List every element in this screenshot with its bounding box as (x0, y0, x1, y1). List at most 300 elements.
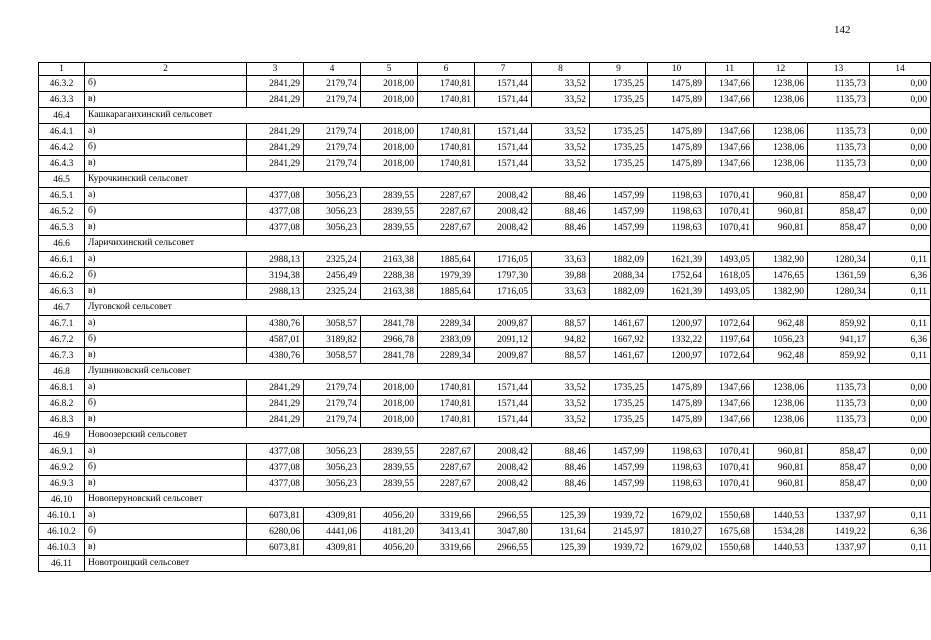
column-number-cell: 14 (870, 63, 931, 76)
value-cell: 858,47 (808, 220, 870, 236)
row-code-cell: 46.4.3 (39, 156, 85, 172)
value-cell: 1457,99 (590, 460, 648, 476)
value-cell: 2289,34 (418, 348, 475, 364)
value-cell: 88,46 (532, 460, 590, 476)
value-cell: 3194,38 (247, 268, 304, 284)
value-cell: 2988,13 (247, 284, 304, 300)
value-cell: 3056,23 (304, 220, 361, 236)
table-row (39, 268, 931, 284)
section-row (39, 236, 931, 252)
row-code-cell: 46.3.2 (39, 76, 85, 92)
row-code-cell: 46.3.3 (39, 92, 85, 108)
value-cell: 1550,68 (706, 508, 754, 524)
value-cell: 2287,67 (418, 220, 475, 236)
value-cell: 2966,55 (475, 508, 532, 524)
value-cell: 1735,25 (590, 76, 648, 92)
section-code-cell: 46.5 (39, 172, 85, 188)
value-cell: 2179,74 (304, 412, 361, 428)
value-cell: 2841,29 (247, 412, 304, 428)
value-cell: 960,81 (754, 204, 808, 220)
row-code-cell: 46.6.3 (39, 284, 85, 300)
row-subitem-cell: а) (85, 508, 247, 524)
value-cell: 2841,29 (247, 76, 304, 92)
value-cell: 6,36 (870, 524, 931, 540)
value-cell: 2841,29 (247, 124, 304, 140)
section-code-cell: 46.9 (39, 428, 85, 444)
value-cell: 3319,66 (418, 508, 475, 524)
value-cell: 1347,66 (706, 92, 754, 108)
value-cell: 2456,49 (304, 268, 361, 284)
value-cell: 3058,57 (304, 348, 361, 364)
value-cell: 1070,41 (706, 444, 754, 460)
section-title-cell: Ларичихинский сельсовет (85, 236, 931, 252)
row-code-cell: 46.5.3 (39, 220, 85, 236)
table-row (39, 204, 931, 220)
value-cell: 1198,63 (648, 460, 706, 476)
value-cell: 960,81 (754, 460, 808, 476)
row-code-cell: 46.10.1 (39, 508, 85, 524)
column-number-cell: 8 (532, 63, 590, 76)
value-cell: 0,11 (870, 316, 931, 332)
value-cell: 1939,72 (590, 540, 648, 556)
value-cell: 6,36 (870, 332, 931, 348)
row-code-cell: 46.4.2 (39, 140, 85, 156)
column-number-cell: 10 (648, 63, 706, 76)
value-cell: 0,11 (870, 508, 931, 524)
table-row (39, 76, 931, 92)
value-cell: 1571,44 (475, 76, 532, 92)
row-subitem-cell: в) (85, 540, 247, 556)
value-cell: 1238,06 (754, 156, 808, 172)
value-cell: 1457,99 (590, 476, 648, 492)
table-row (39, 476, 931, 492)
value-cell: 1337,97 (808, 508, 870, 524)
value-cell: 94,82 (532, 332, 590, 348)
column-number-header-row (39, 63, 931, 76)
value-cell: 1475,89 (648, 140, 706, 156)
value-cell: 4309,81 (304, 540, 361, 556)
row-subitem-cell: б) (85, 140, 247, 156)
value-cell: 1135,73 (808, 380, 870, 396)
value-cell: 1056,23 (754, 332, 808, 348)
value-cell: 4587,01 (247, 332, 304, 348)
value-cell: 2966,78 (361, 332, 418, 348)
value-cell: 1238,06 (754, 76, 808, 92)
value-cell: 1347,66 (706, 156, 754, 172)
row-code-cell: 46.4.1 (39, 124, 85, 140)
value-cell: 0,00 (870, 92, 931, 108)
value-cell: 1735,25 (590, 412, 648, 428)
value-cell: 0,00 (870, 412, 931, 428)
section-code-cell: 46.8 (39, 364, 85, 380)
value-cell: 1440,53 (754, 540, 808, 556)
value-cell: 1072,64 (706, 348, 754, 364)
value-cell: 1072,64 (706, 316, 754, 332)
table-row (39, 444, 931, 460)
value-cell: 88,46 (532, 476, 590, 492)
value-cell: 3047,80 (475, 524, 532, 540)
value-cell: 1461,67 (590, 316, 648, 332)
value-cell: 2988,13 (247, 252, 304, 268)
section-row (39, 300, 931, 316)
column-number-cell: 6 (418, 63, 475, 76)
value-cell: 1070,41 (706, 220, 754, 236)
section-row (39, 428, 931, 444)
value-cell: 88,46 (532, 220, 590, 236)
value-cell: 1347,66 (706, 396, 754, 412)
value-cell: 1979,39 (418, 268, 475, 284)
value-cell: 1238,06 (754, 92, 808, 108)
value-cell: 2287,67 (418, 476, 475, 492)
value-cell: 2008,42 (475, 460, 532, 476)
value-cell: 2325,24 (304, 252, 361, 268)
row-subitem-cell: б) (85, 268, 247, 284)
row-subitem-cell: в) (85, 92, 247, 108)
value-cell: 858,47 (808, 444, 870, 460)
value-cell: 1571,44 (475, 412, 532, 428)
value-cell: 2009,87 (475, 348, 532, 364)
value-cell: 2179,74 (304, 92, 361, 108)
value-cell: 1493,05 (706, 252, 754, 268)
value-cell: 33,52 (532, 412, 590, 428)
value-cell: 1475,89 (648, 412, 706, 428)
value-cell: 1740,81 (418, 396, 475, 412)
row-code-cell: 46.7.3 (39, 348, 85, 364)
value-cell: 33,52 (532, 124, 590, 140)
table-row (39, 252, 931, 268)
value-cell: 2008,42 (475, 476, 532, 492)
value-cell: 1740,81 (418, 412, 475, 428)
value-cell: 4377,08 (247, 188, 304, 204)
value-cell: 4056,20 (361, 540, 418, 556)
value-cell: 1882,09 (590, 284, 648, 300)
value-cell: 2287,67 (418, 460, 475, 476)
value-cell: 1885,64 (418, 284, 475, 300)
value-cell: 2145,97 (590, 524, 648, 540)
value-cell: 1735,25 (590, 380, 648, 396)
value-cell: 1197,64 (706, 332, 754, 348)
value-cell: 1735,25 (590, 156, 648, 172)
value-cell: 125,39 (532, 508, 590, 524)
column-number-cell: 4 (304, 63, 361, 76)
value-cell: 0,11 (870, 348, 931, 364)
row-subitem-cell: а) (85, 252, 247, 268)
value-cell: 1667,92 (590, 332, 648, 348)
value-cell: 1361,59 (808, 268, 870, 284)
row-subitem-cell: в) (85, 220, 247, 236)
value-cell: 1939,72 (590, 508, 648, 524)
value-cell: 1534,28 (754, 524, 808, 540)
value-cell: 3056,23 (304, 444, 361, 460)
row-code-cell: 46.5.2 (39, 204, 85, 220)
value-cell: 2018,00 (361, 380, 418, 396)
value-cell: 1797,30 (475, 268, 532, 284)
section-title-cell: Новоперуновский сельсовет (85, 492, 931, 508)
value-cell: 3056,23 (304, 204, 361, 220)
value-cell: 2287,67 (418, 444, 475, 460)
value-cell: 1280,34 (808, 284, 870, 300)
section-code-cell: 46.6 (39, 236, 85, 252)
value-cell: 1571,44 (475, 396, 532, 412)
section-title-cell: Новоозерский сельсовет (85, 428, 931, 444)
value-cell: 1238,06 (754, 140, 808, 156)
value-cell: 2018,00 (361, 412, 418, 428)
value-cell: 33,52 (532, 396, 590, 412)
value-cell: 125,39 (532, 540, 590, 556)
value-cell: 1238,06 (754, 396, 808, 412)
value-cell: 1332,22 (648, 332, 706, 348)
value-cell: 33,52 (532, 156, 590, 172)
value-cell: 2018,00 (361, 140, 418, 156)
column-number-cell: 5 (361, 63, 418, 76)
value-cell: 4377,08 (247, 444, 304, 460)
value-cell: 1675,68 (706, 524, 754, 540)
value-cell: 1740,81 (418, 380, 475, 396)
table-row (39, 156, 931, 172)
value-cell: 941,17 (808, 332, 870, 348)
table-row (39, 124, 931, 140)
value-cell: 1457,99 (590, 204, 648, 220)
column-number-cell: 9 (590, 63, 648, 76)
value-cell: 2841,78 (361, 348, 418, 364)
section-row (39, 108, 931, 124)
value-cell: 33,52 (532, 140, 590, 156)
value-cell: 33,63 (532, 252, 590, 268)
table-row (39, 220, 931, 236)
value-cell: 1347,66 (706, 140, 754, 156)
value-cell: 2018,00 (361, 156, 418, 172)
value-cell: 4441,06 (304, 524, 361, 540)
value-cell: 2287,67 (418, 188, 475, 204)
value-cell: 88,46 (532, 204, 590, 220)
value-cell: 33,52 (532, 380, 590, 396)
value-cell: 1198,63 (648, 220, 706, 236)
value-cell: 2008,42 (475, 204, 532, 220)
value-cell: 1238,06 (754, 412, 808, 428)
value-cell: 1475,89 (648, 396, 706, 412)
table-row (39, 460, 931, 476)
value-cell: 2179,74 (304, 76, 361, 92)
value-cell: 6280,06 (247, 524, 304, 540)
value-cell: 1679,02 (648, 540, 706, 556)
row-code-cell: 46.10.2 (39, 524, 85, 540)
value-cell: 2008,42 (475, 188, 532, 204)
value-cell: 1621,39 (648, 252, 706, 268)
value-cell: 4380,76 (247, 316, 304, 332)
value-cell: 0,11 (870, 540, 931, 556)
value-cell: 1475,89 (648, 380, 706, 396)
value-cell: 2008,42 (475, 220, 532, 236)
value-cell: 2009,87 (475, 316, 532, 332)
value-cell: 0,00 (870, 188, 931, 204)
value-cell: 960,81 (754, 476, 808, 492)
value-cell: 1238,06 (754, 380, 808, 396)
value-cell: 2841,29 (247, 380, 304, 396)
value-cell: 2839,55 (361, 204, 418, 220)
value-cell: 1679,02 (648, 508, 706, 524)
value-cell: 2839,55 (361, 476, 418, 492)
section-title-cell: Новотроицкий сельсовет (85, 556, 931, 572)
section-title-cell: Кашкарагаихинский сельсовет (85, 108, 931, 124)
value-cell: 1571,44 (475, 140, 532, 156)
value-cell: 2841,29 (247, 140, 304, 156)
table-row (39, 284, 931, 300)
value-cell: 1070,41 (706, 188, 754, 204)
value-cell: 2179,74 (304, 380, 361, 396)
value-cell: 1198,63 (648, 476, 706, 492)
value-cell: 1135,73 (808, 412, 870, 428)
value-cell: 1135,73 (808, 76, 870, 92)
value-cell: 1382,90 (754, 252, 808, 268)
table-body (39, 63, 931, 572)
row-subitem-cell: б) (85, 204, 247, 220)
value-cell: 0,00 (870, 380, 931, 396)
value-cell: 2383,09 (418, 332, 475, 348)
value-cell: 1571,44 (475, 92, 532, 108)
table-row (39, 540, 931, 556)
table-row (39, 524, 931, 540)
value-cell: 0,00 (870, 124, 931, 140)
value-cell: 858,47 (808, 204, 870, 220)
row-code-cell: 46.7.1 (39, 316, 85, 332)
value-cell: 0,00 (870, 396, 931, 412)
value-cell: 131,64 (532, 524, 590, 540)
section-title-cell: Лушниковский сельсовет (85, 364, 931, 380)
row-subitem-cell: в) (85, 156, 247, 172)
value-cell: 39,88 (532, 268, 590, 284)
table-row (39, 316, 931, 332)
value-cell: 2018,00 (361, 396, 418, 412)
value-cell: 1135,73 (808, 140, 870, 156)
row-subitem-cell: б) (85, 396, 247, 412)
value-cell: 88,57 (532, 316, 590, 332)
row-subitem-cell: б) (85, 524, 247, 540)
table-row (39, 140, 931, 156)
section-title-cell: Луговской сельсовет (85, 300, 931, 316)
row-subitem-cell: а) (85, 380, 247, 396)
value-cell: 1885,64 (418, 252, 475, 268)
value-cell: 2163,38 (361, 252, 418, 268)
value-cell: 1440,53 (754, 508, 808, 524)
value-cell: 858,47 (808, 188, 870, 204)
row-subitem-cell: а) (85, 444, 247, 460)
section-code-cell: 46.4 (39, 108, 85, 124)
row-code-cell: 46.7.2 (39, 332, 85, 348)
value-cell: 2841,78 (361, 316, 418, 332)
row-code-cell: 46.6.1 (39, 252, 85, 268)
value-cell: 2287,67 (418, 204, 475, 220)
section-row (39, 364, 931, 380)
column-number-cell: 11 (706, 63, 754, 76)
row-subitem-cell: в) (85, 284, 247, 300)
row-subitem-cell: а) (85, 188, 247, 204)
value-cell: 2966,55 (475, 540, 532, 556)
value-cell: 2841,29 (247, 156, 304, 172)
value-cell: 3058,57 (304, 316, 361, 332)
table-row (39, 380, 931, 396)
section-code-cell: 46.10 (39, 492, 85, 508)
column-number-cell: 2 (85, 63, 247, 76)
table-row (39, 508, 931, 524)
value-cell: 1475,89 (648, 76, 706, 92)
value-cell: 1070,41 (706, 204, 754, 220)
value-cell: 4377,08 (247, 220, 304, 236)
value-cell: 2839,55 (361, 460, 418, 476)
row-code-cell: 46.8.3 (39, 412, 85, 428)
value-cell: 1419,22 (808, 524, 870, 540)
value-cell: 1740,81 (418, 140, 475, 156)
value-cell: 1135,73 (808, 92, 870, 108)
value-cell: 1200,97 (648, 348, 706, 364)
row-code-cell: 46.6.2 (39, 268, 85, 284)
row-code-cell: 46.9.1 (39, 444, 85, 460)
value-cell: 3189,82 (304, 332, 361, 348)
value-cell: 1882,09 (590, 252, 648, 268)
value-cell: 1740,81 (418, 76, 475, 92)
value-cell: 1810,27 (648, 524, 706, 540)
row-subitem-cell: в) (85, 412, 247, 428)
value-cell: 6073,81 (247, 508, 304, 524)
row-subitem-cell: а) (85, 316, 247, 332)
section-row (39, 172, 931, 188)
value-cell: 1475,89 (648, 124, 706, 140)
section-row (39, 556, 931, 572)
value-cell: 0,11 (870, 284, 931, 300)
value-cell: 2179,74 (304, 124, 361, 140)
table-row (39, 92, 931, 108)
value-cell: 1135,73 (808, 156, 870, 172)
value-cell: 3413,41 (418, 524, 475, 540)
value-cell: 3319,66 (418, 540, 475, 556)
value-cell: 962,48 (754, 348, 808, 364)
value-cell: 3056,23 (304, 188, 361, 204)
value-cell: 1135,73 (808, 124, 870, 140)
value-cell: 4309,81 (304, 508, 361, 524)
column-number-cell: 3 (247, 63, 304, 76)
value-cell: 2839,55 (361, 220, 418, 236)
value-cell: 1475,89 (648, 92, 706, 108)
value-cell: 1716,05 (475, 252, 532, 268)
row-subitem-cell: в) (85, 476, 247, 492)
value-cell: 2839,55 (361, 444, 418, 460)
row-code-cell: 46.10.3 (39, 540, 85, 556)
table-row (39, 412, 931, 428)
value-cell: 1457,99 (590, 188, 648, 204)
value-cell: 4377,08 (247, 476, 304, 492)
value-cell: 1347,66 (706, 124, 754, 140)
value-cell: 2091,12 (475, 332, 532, 348)
value-cell: 1070,41 (706, 476, 754, 492)
value-cell: 1347,66 (706, 76, 754, 92)
value-cell: 1618,05 (706, 268, 754, 284)
value-cell: 3056,23 (304, 476, 361, 492)
row-code-cell: 46.8.1 (39, 380, 85, 396)
value-cell: 4056,20 (361, 508, 418, 524)
value-cell: 1752,64 (648, 268, 706, 284)
value-cell: 2163,38 (361, 284, 418, 300)
table-row (39, 396, 931, 412)
value-cell: 0,00 (870, 204, 931, 220)
value-cell: 1735,25 (590, 124, 648, 140)
value-cell: 88,46 (532, 444, 590, 460)
value-cell: 1740,81 (418, 124, 475, 140)
value-cell: 2088,34 (590, 268, 648, 284)
value-cell: 33,52 (532, 92, 590, 108)
value-cell: 1457,99 (590, 220, 648, 236)
row-subitem-cell: а) (85, 124, 247, 140)
value-cell: 2325,24 (304, 284, 361, 300)
value-cell: 962,48 (754, 316, 808, 332)
